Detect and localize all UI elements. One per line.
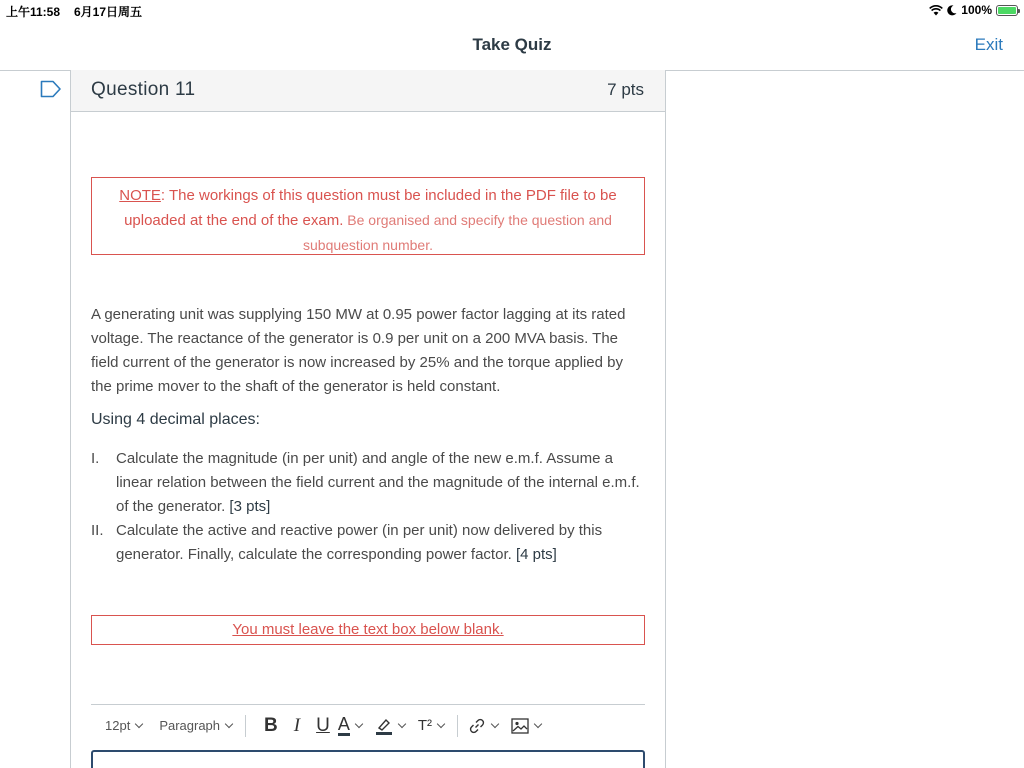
chevron-down-icon	[491, 720, 499, 728]
moon-icon	[947, 5, 957, 16]
block-format-value: Paragraph	[159, 718, 221, 733]
font-color-icon: A	[337, 713, 350, 734]
chevron-down-icon	[398, 720, 406, 728]
image-icon	[511, 718, 529, 734]
wifi-icon	[929, 5, 943, 16]
editor-toolbar	[91, 704, 645, 746]
subquestion-list	[91, 447, 647, 567]
subquestion-points: [4 pts]	[515, 546, 557, 563]
blank-notice: You must leave the text box below blank.	[91, 615, 645, 645]
chevron-down-icon	[437, 720, 445, 728]
question-points: 7 pts	[607, 80, 644, 99]
question-card	[70, 70, 666, 768]
subquestion-points: [3 pts]	[229, 498, 271, 515]
status-indicators	[929, 3, 1018, 17]
question-body: A generating unit was supplying 150 MW at 0.95 power factor lagging at its rated voltage. The reactance of the generator is 0.9 per unit on a 200 MVA basis. The field current of the generator is now increased by 25% and the torque applied by the prime mover to the shaft of the generator is held constant.	[91, 306, 626, 395]
subquestion-text: Calculate the magnitude (in per unit) and angle of the new e.m.f. Assume a linear relation between the field current and the magnitude of the internal e.m.f. of the generator.	[116, 450, 640, 515]
status-time: 上午11:58	[6, 5, 61, 19]
battery-icon	[996, 5, 1018, 16]
note-text-secondary: Be organised and specify the question and subquestion number.	[303, 212, 612, 253]
chevron-down-icon	[135, 720, 143, 728]
question-instruction: Using 4 decimal places:	[91, 411, 260, 428]
toolbar-divider	[245, 715, 246, 737]
flag-question-icon[interactable]	[40, 80, 62, 98]
chevron-down-icon	[225, 720, 233, 728]
underline-button[interactable]: U	[316, 714, 330, 736]
status-date: 6月17日周五	[74, 5, 143, 19]
highlighter-icon	[375, 717, 393, 735]
subquestion-text: Calculate the active and reactive power (in per unit) now delivered by this generator. Finally, calculate the corresponding power factor.	[116, 522, 603, 563]
subquestion-number: I.	[91, 450, 100, 467]
subquestion-item	[91, 519, 647, 567]
question-header	[71, 70, 665, 112]
font-color-button[interactable]	[337, 713, 365, 736]
exit-button[interactable]: Exit	[974, 35, 1003, 54]
superscript-icon: T²	[417, 717, 433, 734]
font-size-value: 12pt	[105, 718, 131, 733]
battery-percent: 100%	[961, 3, 992, 17]
question-title: Question 11	[91, 79, 196, 100]
block-format-select[interactable]	[159, 718, 235, 733]
subquestion-number: II.	[91, 522, 104, 539]
superscript-button[interactable]	[418, 717, 447, 734]
highlight-color-button[interactable]	[375, 717, 408, 735]
font-size-select[interactable]	[105, 718, 145, 733]
answer-editor[interactable]	[91, 750, 645, 768]
toolbar-divider	[457, 715, 458, 737]
bold-button[interactable]: B	[264, 714, 278, 736]
subquestion-item	[91, 447, 647, 519]
italic-button[interactable]: I	[293, 714, 301, 736]
link-icon	[468, 717, 486, 735]
image-button[interactable]	[511, 718, 544, 734]
link-button[interactable]	[468, 717, 501, 735]
status-bar	[0, 0, 1024, 20]
page-title: Take Quiz	[472, 35, 552, 54]
chevron-down-icon	[355, 720, 363, 728]
note-text: : The workings of this question must be included in the PDF file to be uploaded at the end of the exam.	[124, 187, 617, 229]
chevron-down-icon	[534, 720, 542, 728]
nav-bar	[0, 20, 1024, 71]
note-box	[91, 177, 645, 255]
note-label: NOTE	[119, 187, 161, 204]
